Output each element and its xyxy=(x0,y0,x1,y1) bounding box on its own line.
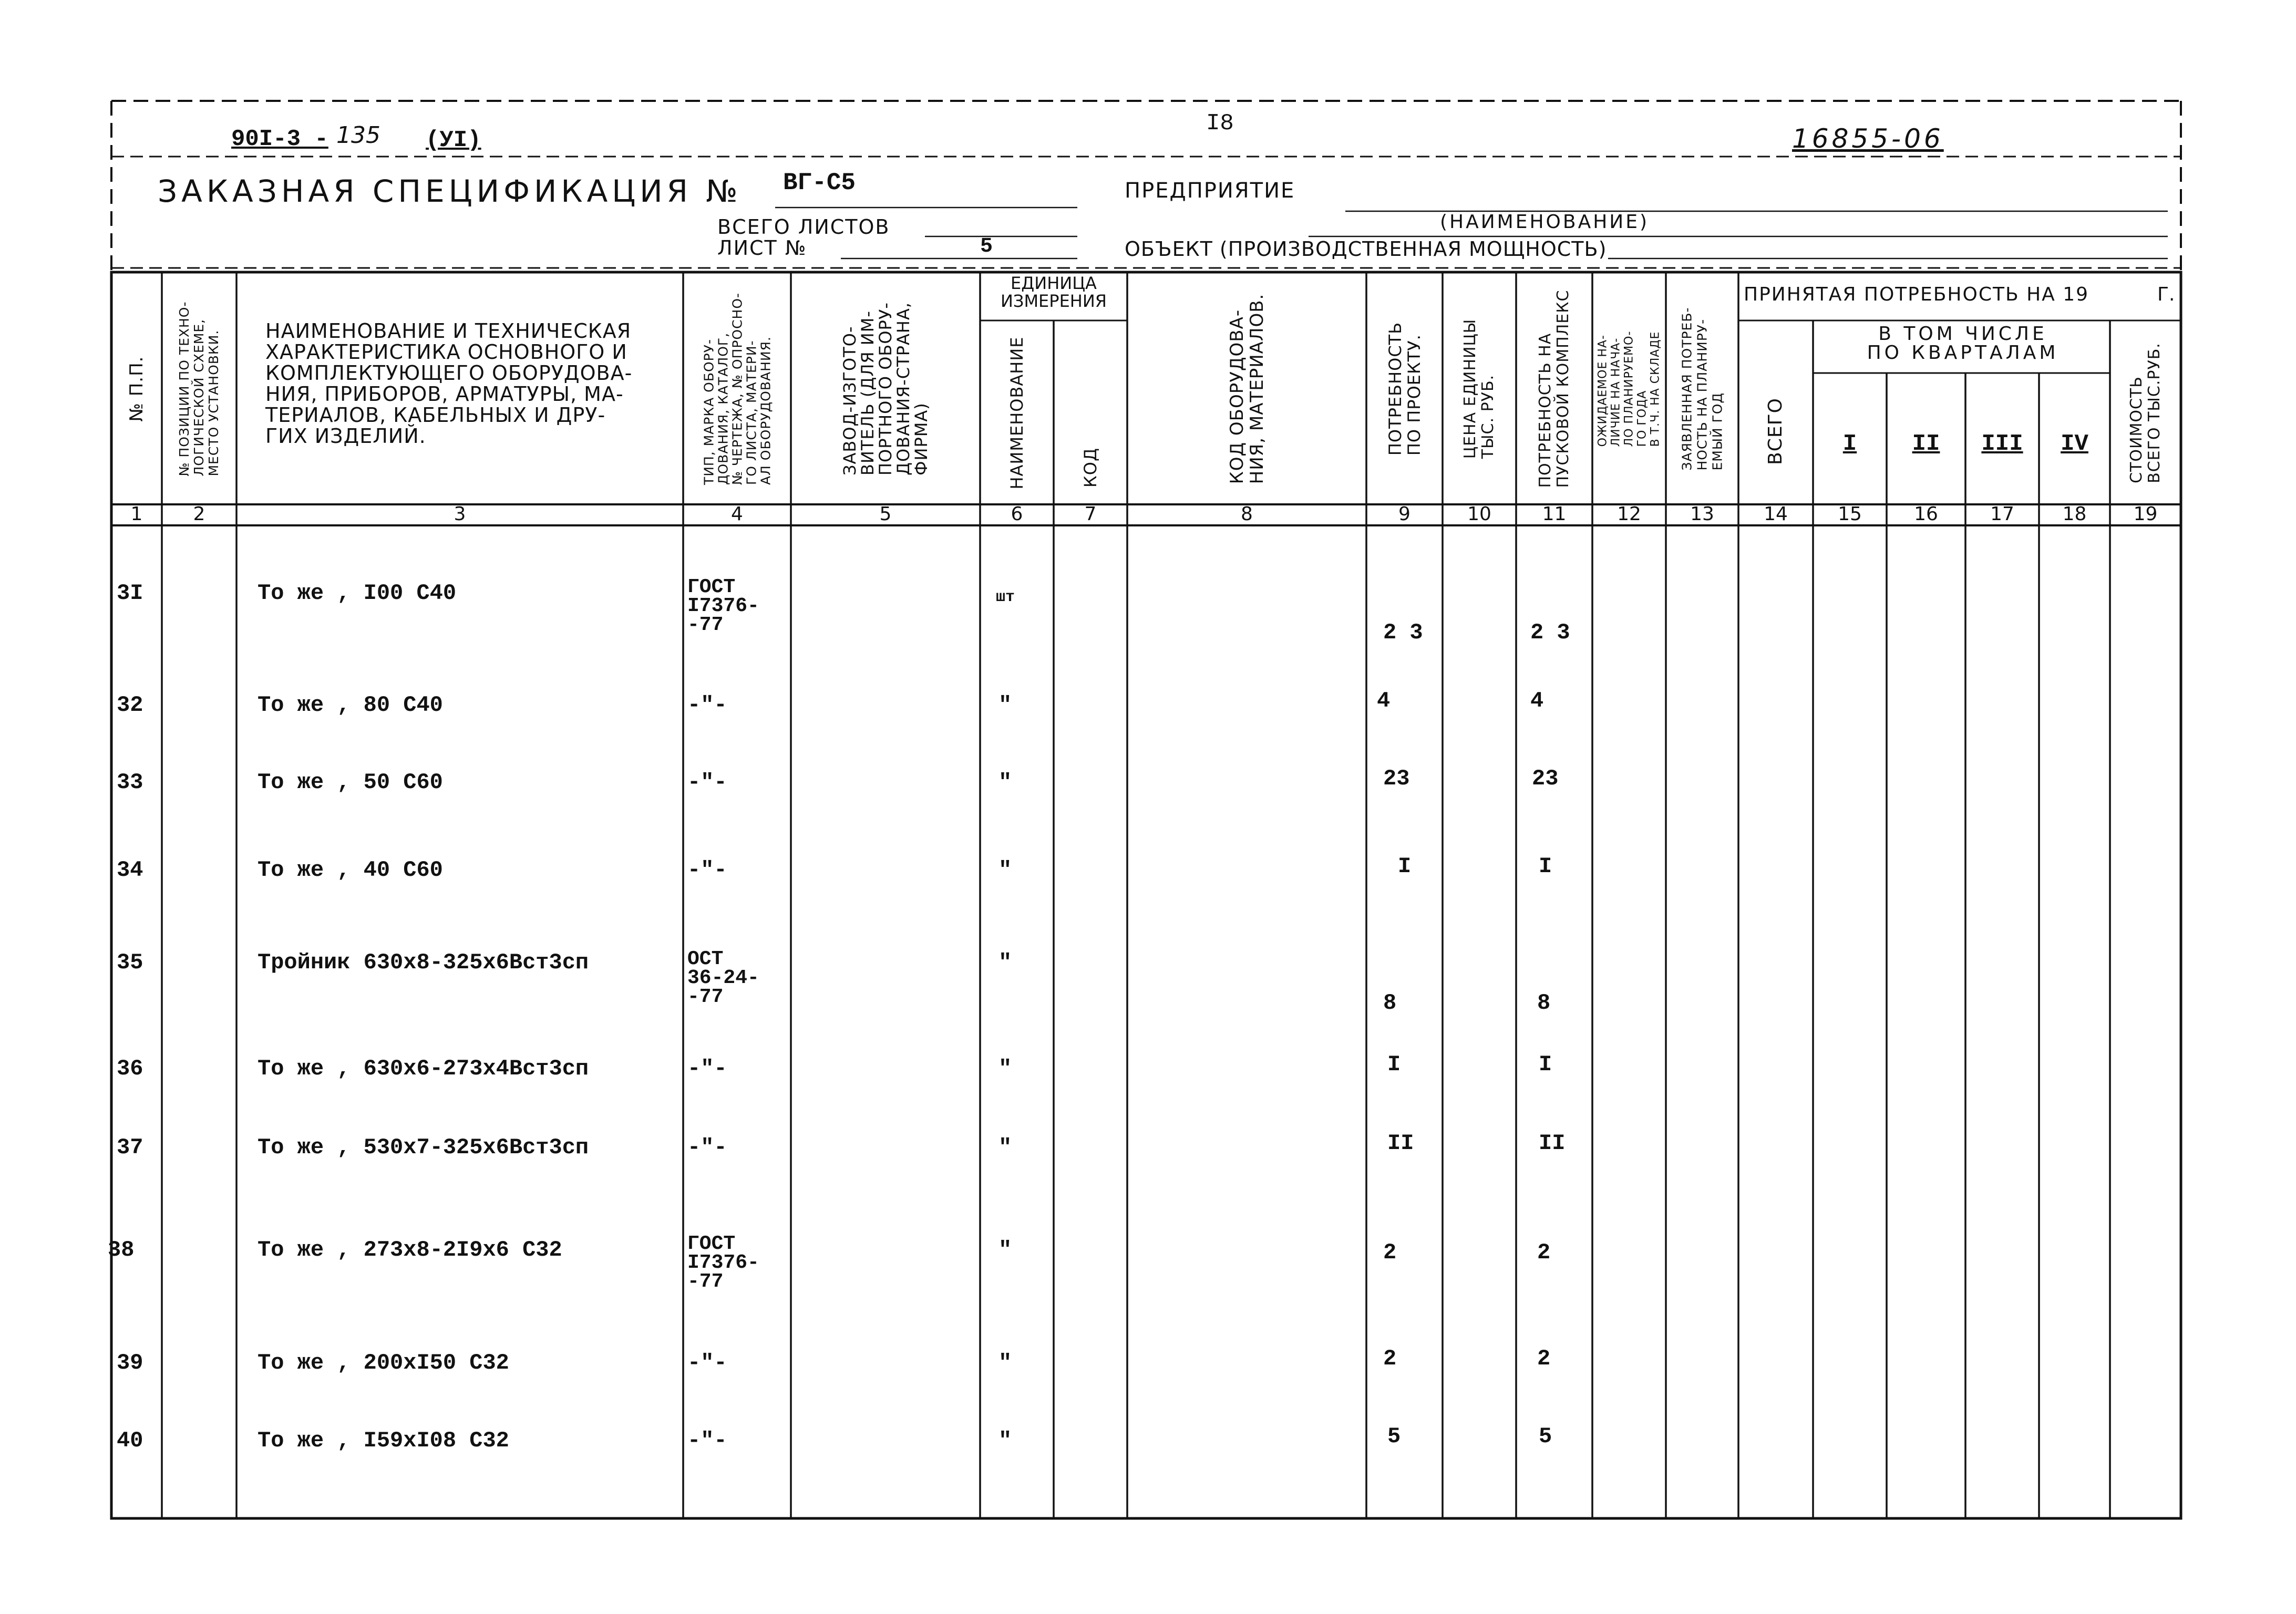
text-line: ДОВАНИЯ, КАТАЛОГ, xyxy=(715,332,730,485)
text-line: ЕДИНИЦА xyxy=(1011,273,1097,293)
item-unit: " xyxy=(998,1237,1012,1263)
item-name: То же , I59хI08 С32 xyxy=(258,1428,509,1453)
col-header-project-need xyxy=(1366,273,1443,504)
item-name: То же , 80 С40 xyxy=(258,692,443,718)
text-line: НАИМЕНОВАНИЕ xyxy=(1007,336,1027,490)
text-line: В ТОМ ЧИСЛЕ xyxy=(1878,323,2047,345)
col-header-q4: IV xyxy=(2061,431,2088,457)
project-need: 2 xyxy=(1383,1346,1397,1371)
startup-need: I xyxy=(1539,854,1552,879)
text-line: -"- xyxy=(687,1350,727,1375)
col-header-unit-price-text xyxy=(1461,319,1497,459)
object-label: ОБЪЕКТ (ПРОИЗВОДСТВЕННАЯ МОЩНОСТЬ) xyxy=(1125,237,1607,261)
item-unit: шт xyxy=(996,588,1015,606)
text-line: -"- xyxy=(687,1056,727,1081)
col-header-equipment-code-text xyxy=(1227,294,1267,484)
project-need: I xyxy=(1387,1052,1401,1077)
text-line: ПОТРЕБНОСТЬ НА xyxy=(1536,333,1554,488)
spec-title: ЗАКАЗНАЯ СПЕЦИФИКАЦИЯ № xyxy=(158,173,742,209)
text-line: ЕМЫЙ ГОД xyxy=(1710,392,1725,471)
col-number: 1 xyxy=(130,503,143,525)
item-unit: " xyxy=(998,770,1012,795)
item-name: Тройник 630х8-325х6Вст3сп xyxy=(258,950,589,975)
document-code: 90I-3 - xyxy=(231,126,328,152)
col-header-total xyxy=(1738,322,1813,504)
col-header-q1: I xyxy=(1842,431,1857,457)
col-header-declared-need xyxy=(1666,273,1738,504)
col-header-unit-price xyxy=(1443,273,1516,504)
startup-need: 2 3 xyxy=(1530,620,1570,645)
col-header-unit-name-text xyxy=(1009,336,1025,489)
text-line: ВСЕГО xyxy=(1765,397,1786,465)
total-sheets-label: ВСЕГО ЛИСТОВ xyxy=(717,215,890,239)
text-line: КОД xyxy=(1080,448,1100,488)
startup-need: I xyxy=(1539,1052,1552,1077)
item-name: То же , 200хI50 С32 xyxy=(258,1350,509,1375)
row-number: 38 xyxy=(108,1237,135,1263)
text-line: № ЧЕРТЕЖА, № ОПРОСНО- xyxy=(729,292,745,485)
row-number: 3I xyxy=(117,581,143,606)
text-line: ФИРМА) xyxy=(911,402,931,476)
text-line: -77 xyxy=(687,986,724,1008)
item-unit: " xyxy=(998,857,1012,883)
text-line: -77 xyxy=(687,614,724,636)
text-line: ТИП, МАРКА ОБОРУ- xyxy=(701,338,716,485)
text-line: -77 xyxy=(687,1270,724,1293)
item-unit: " xyxy=(998,1056,1012,1081)
col-number: 6 xyxy=(1011,503,1023,525)
text-line: -"- xyxy=(687,857,727,883)
item-name: То же , 50 С60 xyxy=(258,770,443,795)
col-header-position-text xyxy=(177,301,221,476)
item-unit: " xyxy=(998,1135,1012,1160)
startup-need: 2 xyxy=(1537,1346,1551,1371)
item-unit: " xyxy=(998,1350,1012,1375)
text-line: ПОТРЕБНОСТЬ xyxy=(1385,322,1405,456)
name-hint: (НАИМЕНОВАНИЕ) xyxy=(1440,211,1649,233)
text-line: -"- xyxy=(687,1135,727,1160)
col-header-accepted-year: Г. xyxy=(2157,284,2175,305)
text-line: АЛ ОБОРУДОВАНИЯ. xyxy=(758,336,773,485)
col-header-unit-code xyxy=(1054,322,1127,504)
item-name: То же , I00 С40 xyxy=(258,581,457,606)
text-line: ЛОГИЧЕСКОЙ СХЕМЕ, xyxy=(191,318,207,477)
text-line: ЦЕНА ЕДИНИЦЫ xyxy=(1461,318,1479,459)
col-header-type xyxy=(683,273,791,504)
col-header-q3: III xyxy=(1981,431,2023,457)
document-code-handwritten: 135 xyxy=(336,122,380,149)
item-type xyxy=(687,1235,759,1291)
item-unit: " xyxy=(998,692,1012,718)
col-number: 14 xyxy=(1764,503,1788,525)
item-type xyxy=(687,1350,727,1375)
item-type xyxy=(687,1056,727,1081)
project-need: 23 xyxy=(1383,766,1410,791)
startup-need: 2 xyxy=(1537,1240,1551,1265)
col-header-name xyxy=(265,320,632,447)
row-number: 33 xyxy=(117,770,143,795)
col-number: 4 xyxy=(731,503,743,525)
col-header-unit-code-text xyxy=(1080,448,1100,488)
item-type xyxy=(687,578,759,635)
text-line: ГОСТ xyxy=(687,1233,736,1255)
text-line: В Т.Ч. НА СКЛАДЕ xyxy=(1649,331,1662,447)
startup-need: 4 xyxy=(1530,688,1544,713)
item-type xyxy=(687,1135,727,1160)
col-number: 17 xyxy=(1990,503,2014,525)
col-number: 10 xyxy=(1467,503,1491,525)
text-line: 36-24- xyxy=(687,967,759,989)
text-line: СТОИМОСТЬ xyxy=(2127,376,2146,483)
text-line: ГО ГОДА xyxy=(1635,390,1649,447)
item-name: То же , 530х7-325х6Вст3сп xyxy=(258,1135,589,1160)
text-line: -"- xyxy=(687,1428,727,1453)
text-line: ПО ПРОЕКТУ. xyxy=(1404,334,1424,456)
text-line: ГОСТ xyxy=(687,576,736,598)
text-line: ОСТ xyxy=(687,948,724,970)
col-header-row-no xyxy=(111,273,162,504)
col-header-cost-text xyxy=(2128,343,2164,483)
col-number: 16 xyxy=(1914,503,1938,525)
col-header-declared-need-text xyxy=(1680,307,1725,470)
project-need: 2 xyxy=(1383,1240,1397,1265)
text-line: ТЫС. РУБ. xyxy=(1479,374,1497,459)
row-number: 32 xyxy=(117,692,143,718)
item-unit: " xyxy=(998,1428,1012,1453)
col-number: 13 xyxy=(1690,503,1714,525)
col-number: 8 xyxy=(1241,503,1253,525)
text-line: № П.П. xyxy=(126,356,147,422)
col-header-total-text xyxy=(1765,397,1786,465)
text-line: НИЯ, ПРИБОРОВ, АРМАТУРЫ, МА- xyxy=(265,382,624,406)
col-number: 15 xyxy=(1838,503,1862,525)
item-name: То же , 630х6-273х4Вст3сп xyxy=(258,1056,589,1081)
text-line: ВСЕГО ТЫС.РУБ. xyxy=(2145,343,2164,483)
text-line: КОД ОБОРУДОВА- xyxy=(1226,309,1248,484)
item-type xyxy=(687,692,727,718)
text-line: ДОВАНИЯ-СТРАНА, xyxy=(893,302,913,476)
col-header-position xyxy=(162,273,236,504)
col-header-project-need-text xyxy=(1386,322,1424,456)
enterprise-label: ПРЕДПРИЯТИЕ xyxy=(1125,179,1295,203)
startup-need: 8 xyxy=(1537,990,1551,1016)
item-type xyxy=(687,857,727,883)
col-header-cost xyxy=(2110,322,2181,504)
col-header-quarters-group xyxy=(1818,325,2107,363)
item-type xyxy=(687,950,759,1007)
item-type xyxy=(687,770,727,795)
text-line: ПОРТНОГО ОБОРУ- xyxy=(876,302,895,476)
startup-need: 23 xyxy=(1532,766,1559,791)
text-line: КОМПЛЕКТУЮЩЕГО ОБОРУДОВА- xyxy=(265,361,633,385)
project-need: 2 3 xyxy=(1383,620,1423,645)
row-number: 34 xyxy=(117,857,143,883)
col-header-q2: II xyxy=(1912,431,1940,457)
item-name: То же , 40 С60 xyxy=(258,857,443,883)
text-line: ИЗМЕРЕНИЯ xyxy=(1000,291,1107,311)
col-header-expected-stock xyxy=(1592,273,1666,504)
text-line: МЕСТО УСТАНОВКИ. xyxy=(206,329,221,477)
col-number: 5 xyxy=(879,503,892,525)
sheet-number-value: 5 xyxy=(980,235,993,258)
col-header-accepted-group: ПРИНЯТАЯ ПОТРЕБНОСТЬ НА 19 xyxy=(1744,284,2089,305)
col-header-startup-need xyxy=(1516,273,1592,504)
col-number: 18 xyxy=(2062,503,2087,525)
sheet-number-label: ЛИСТ № xyxy=(717,236,807,260)
row-number: 40 xyxy=(117,1428,143,1453)
row-number: 35 xyxy=(117,950,143,975)
item-unit: " xyxy=(998,950,1012,975)
col-number: 9 xyxy=(1398,503,1410,525)
text-line: ВИТЕЛЬ (ДЛЯ ИМ- xyxy=(858,311,878,476)
startup-need: 5 xyxy=(1539,1424,1552,1449)
document-volume: (УI) xyxy=(426,127,481,153)
page-number: I8 xyxy=(1206,110,1234,137)
col-number: 12 xyxy=(1617,503,1641,525)
col-header-unit-name xyxy=(980,322,1054,504)
text-line: ЗАВОД-ИЗГОТО- xyxy=(840,326,860,476)
startup-need: II xyxy=(1539,1131,1566,1156)
row-number: 37 xyxy=(117,1135,143,1160)
text-line: ЛО ПЛАНИРУЕМО- xyxy=(1622,330,1636,447)
col-header-unit-group xyxy=(983,274,1125,310)
col-number: 11 xyxy=(1542,503,1567,525)
col-header-manufacturer xyxy=(791,273,980,504)
text-line: НАИМЕНОВАНИЕ И ТЕХНИЧЕСКАЯ xyxy=(265,319,632,343)
text-line: ТЕРИАЛОВ, КАБЕЛЬНЫХ И ДРУ- xyxy=(265,404,606,427)
col-header-manufacturer-text xyxy=(841,302,930,475)
row-number: 36 xyxy=(117,1056,143,1081)
text-line: ГО ЛИСТА, МАТЕРИ- xyxy=(744,340,759,485)
item-name: То же , 273х8-2I9х6 С32 xyxy=(258,1237,562,1263)
col-header-type-text xyxy=(702,293,773,485)
text-line: ПО КВАРТАЛАМ xyxy=(1867,342,2059,364)
text-line: ОЖИДАЕМОЕ НА- xyxy=(1596,335,1610,447)
project-need: 5 xyxy=(1387,1424,1401,1449)
project-need: II xyxy=(1387,1131,1414,1156)
text-line: НИЯ, МАТЕРИАЛОВ. xyxy=(1246,293,1268,484)
spec-number: ВГ-С5 xyxy=(783,169,856,196)
text-line: НОСТЬ НА ПЛАНИРУ- xyxy=(1694,318,1710,471)
col-header-row-no-text xyxy=(126,356,147,422)
text-line: ЗАЯВЛЕННАЯ ПОТРЕБ- xyxy=(1679,307,1695,471)
row-number: 39 xyxy=(117,1350,143,1375)
project-need: 4 xyxy=(1377,688,1391,713)
text-line: I7376- xyxy=(687,1251,759,1274)
col-number: 3 xyxy=(454,503,466,525)
text-line: I7376- xyxy=(687,595,759,617)
col-number: 2 xyxy=(193,503,205,525)
item-type xyxy=(687,1428,727,1453)
text-line: № ПОЗИЦИИ ПО ТЕХНО- xyxy=(177,301,192,477)
col-header-equipment-code xyxy=(1127,273,1366,504)
text-line: ГИХ ИЗДЕЛИЙ. xyxy=(265,425,426,448)
project-need: 8 xyxy=(1383,990,1397,1016)
text-line: ПУСКОВОЙ КОМПЛЕКС xyxy=(1553,289,1572,488)
text-line: -"- xyxy=(687,770,727,795)
text-line: -"- xyxy=(687,692,727,718)
project-need: I xyxy=(1398,854,1412,879)
text-line: ХАРАКТЕРИСТИКА ОСНОВНОГО И xyxy=(265,340,627,364)
col-number: 19 xyxy=(2133,503,2158,525)
text-line: ЛИЧИЕ НА НАЧА- xyxy=(1609,337,1623,447)
col-header-startup-need-text xyxy=(1537,290,1572,488)
inventory-number: 16855-06 xyxy=(1792,123,1944,154)
col-header-expected-stock-text xyxy=(1597,331,1662,447)
col-number: 7 xyxy=(1084,503,1097,525)
